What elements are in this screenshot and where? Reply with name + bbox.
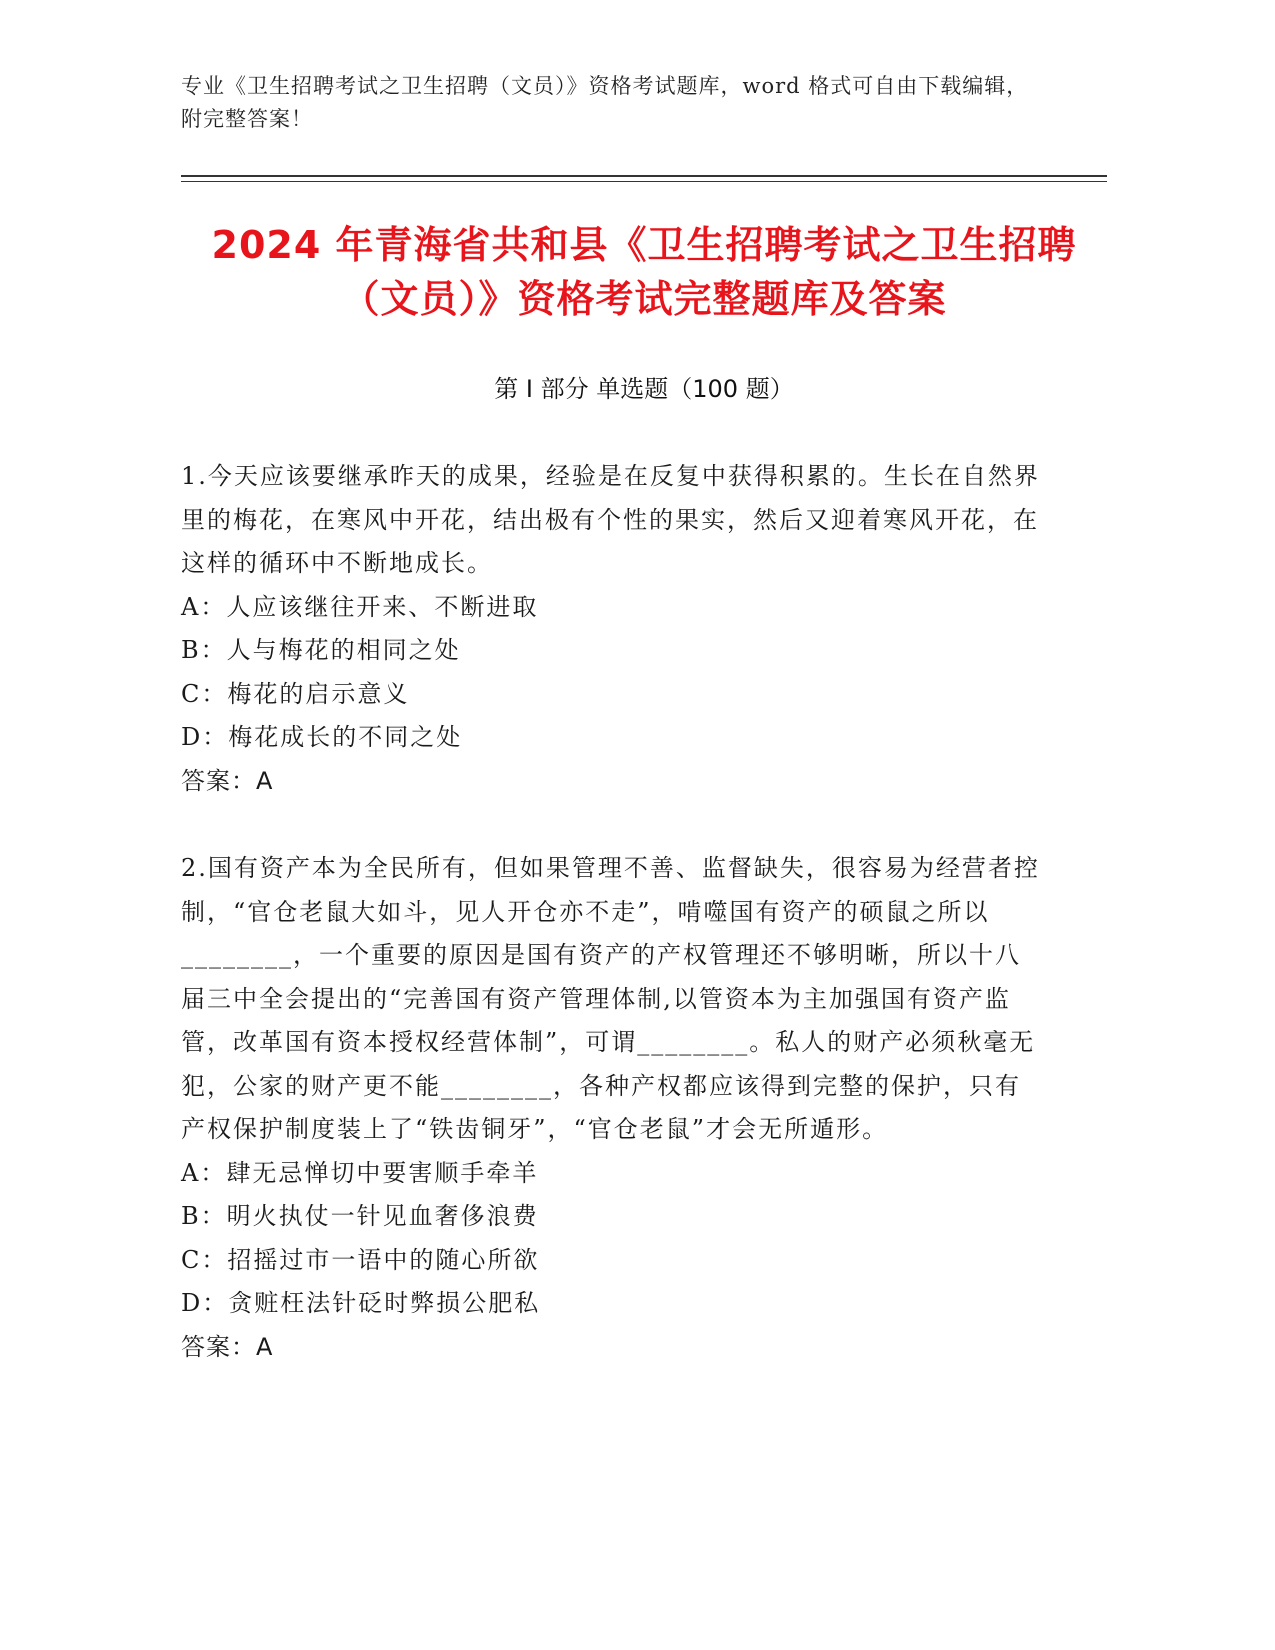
header-note: 专业《卫生招聘考试之卫生招聘（文员）》资格考试题库，word 格式可自由下载编辑，附完整答案！ [181,74,1029,131]
question-stem: 2.国有资产本为全民所有，但如果管理不善、监督缺失，很容易为经营者控制，“官仓老鼠大如斗，见人开仓亦不走”，啃噬国有资产的硕鼠之所以________，一个重要的原因是国有资产的产权管理还不够明晰，所以十八届三中全会提出的“完善国有资产管理体制,以管资本为主加强国有资产监管，改革国有资本授权经营体制”，可谓________。私人的财产必须秋毫无犯，公家的财产更不能________，各种产权都应该得到完整的保护，只有产权保护制度装上了“铁齿铜牙”，“官仓老鼠”才会无所遁形。 [181,854,1040,1143]
section-title: 第 I 部分 单选题（100 题） [494,375,794,403]
header-rule-thin [181,181,1107,182]
document-title: 2024 年青海省共和县《卫生招聘考试之卫生招聘（文员）》资格考试完整题库及答案 [211,223,1077,321]
question-stem: 1.今天应该要继承昨天的成果，经验是在反复中获得积累的。生长在自然界里的梅花，在寒风中开花，结出极有个性的果实，然后又迎着寒风开花，在这样的循环中不断地成长。 [181,462,1040,577]
answer: 答案：A [181,766,274,795]
option-c: C：招摇过市一语中的随心所欲 [181,1245,540,1274]
option-b: B：明火执仗一针见血奢侈浪费 [181,1202,539,1230]
header-rule-thick [181,175,1107,177]
option-d: D：贪赃枉法针砭时弊损公肥私 [181,1289,541,1317]
option-a: A：肆无忌惮切中要害顺手牵羊 [181,1158,539,1187]
option-c: C：梅花的启示意义 [181,679,410,708]
option-a: A：人应该继往开来、不断进取 [181,592,539,621]
option-b: B：人与梅花的相同之处 [181,636,461,664]
answer: 答案：A [181,1332,274,1361]
question-2 [181,847,1041,1369]
option-d: D：梅花成长的不同之处 [181,723,463,751]
question-1 [181,455,1041,803]
